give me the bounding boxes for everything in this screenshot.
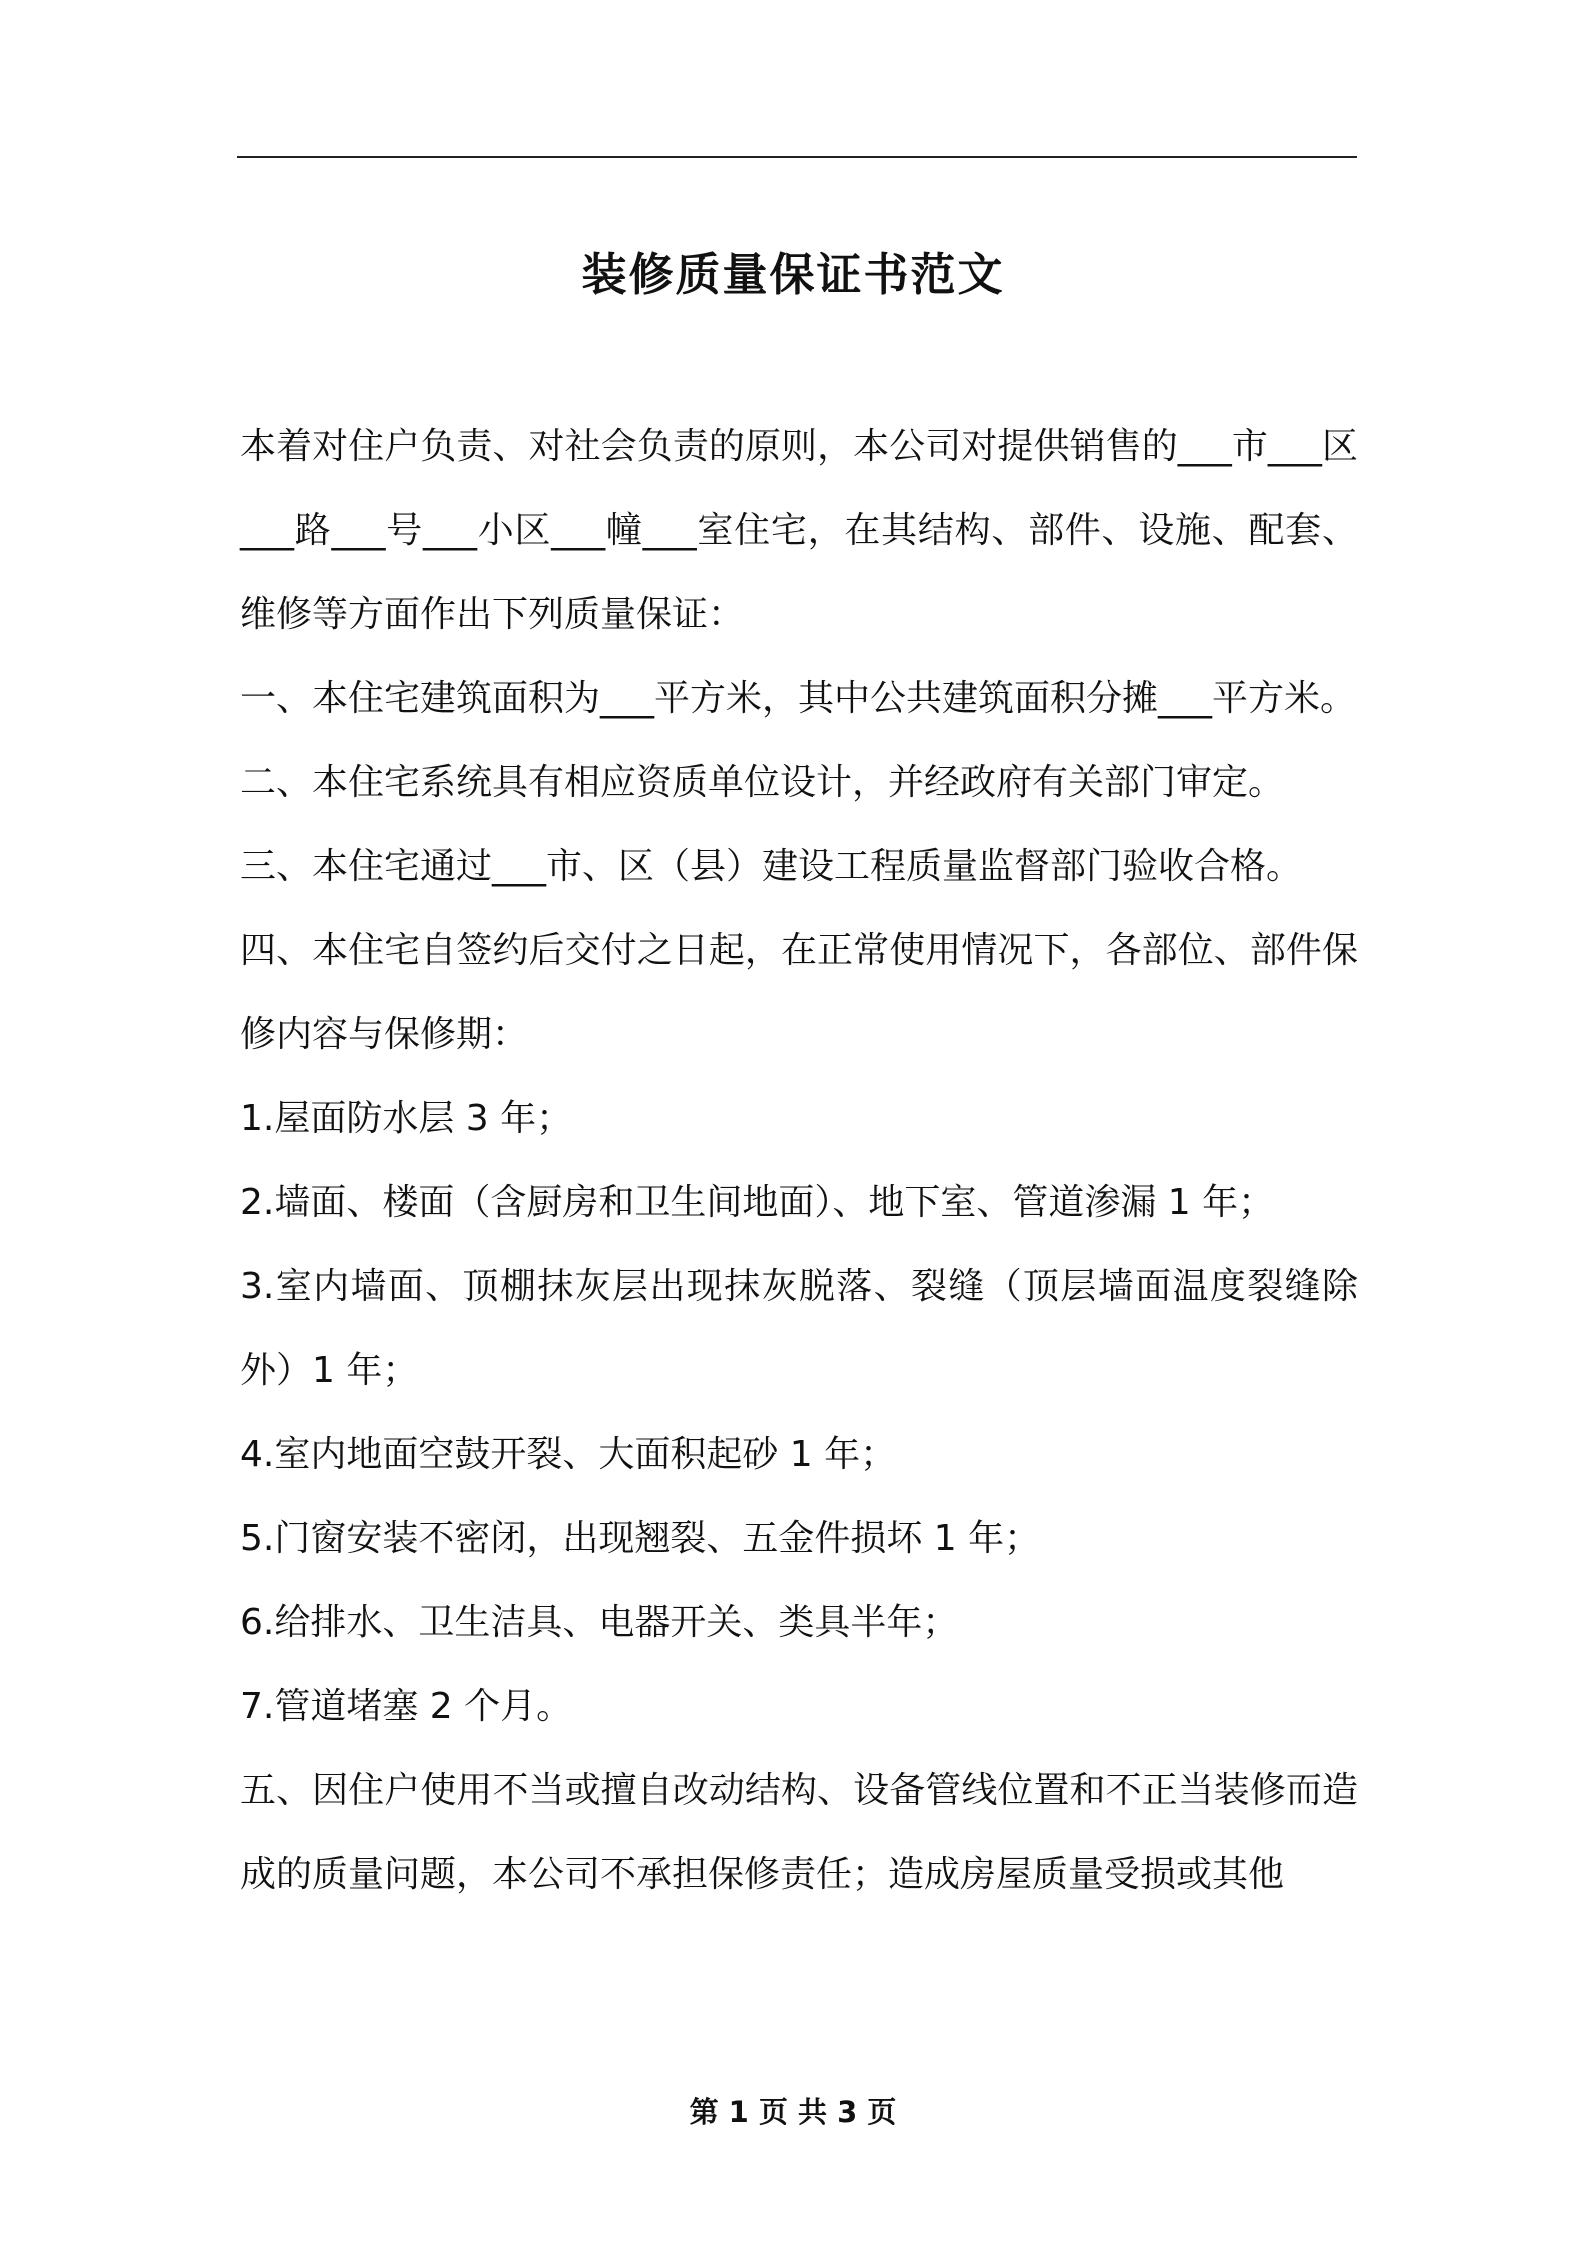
paragraph-clause-2: 二、本住宅系统具有相应资质单位设计，并经政府有关部门审定。 — [240, 762, 1285, 803]
document-body — [240, 405, 1358, 1917]
list-item-warranty-1: 1.屋面防水层 3 年； — [240, 1098, 573, 1139]
list-item-warranty-4: 4.室内地面空鼓开裂、大面积起砂 1 年； — [240, 1434, 897, 1475]
list-item-warranty-6: 6.给排水、卫生洁具、电器开关、类具半年； — [240, 1602, 959, 1643]
list-item-warranty-5: 5.门窗安装不密闭，出现翘裂、五金件损坏 1 年； — [240, 1518, 1041, 1559]
paragraph-clause-5: 五、因住户使用不当或擅自改动结构、设备管线位置和不正当装修而造成的质量问题，本公司不承担保修责任；造成房屋质量受损或其他 — [240, 1770, 1358, 1895]
page-number: 第 1 页 共 3 页 — [689, 2095, 897, 2129]
paragraph-clause-1: 一、本住宅建筑面积为___平方米，其中公共建筑面积分摊___平方米。 — [240, 678, 1357, 719]
list-item-warranty-2: 2.墙面、楼面（含厨房和卫生间地面）、地下室、管道渗漏 1 年； — [240, 1182, 1275, 1223]
header-divider — [237, 156, 1357, 158]
document-title: 装修质量保证书范文 — [581, 248, 1005, 302]
paragraph-clause-4: 四、本住宅自签约后交付之日起，在正常使用情况下，各部位、部件保修内容与保修期： — [240, 930, 1358, 1055]
paragraph-clause-3: 三、本住宅通过___市、区（县）建设工程质量监督部门验收合格。 — [240, 846, 1303, 887]
list-item-warranty-3: 3.室内墙面、顶棚抹灰层出现抹灰脱落、裂缝（顶层墙面温度裂缝除外）1 年； — [240, 1266, 1358, 1391]
list-item-warranty-7: 7.管道堵塞 2 个月。 — [240, 1686, 573, 1727]
paragraph-intro: 本着对住户负责、对社会负责的原则，本公司对提供销售的___市___区___路___号___小区___幢___室住宅，在其结构、部件、设施、配套、维修等方面作出下列质量保证： — [240, 426, 1358, 635]
